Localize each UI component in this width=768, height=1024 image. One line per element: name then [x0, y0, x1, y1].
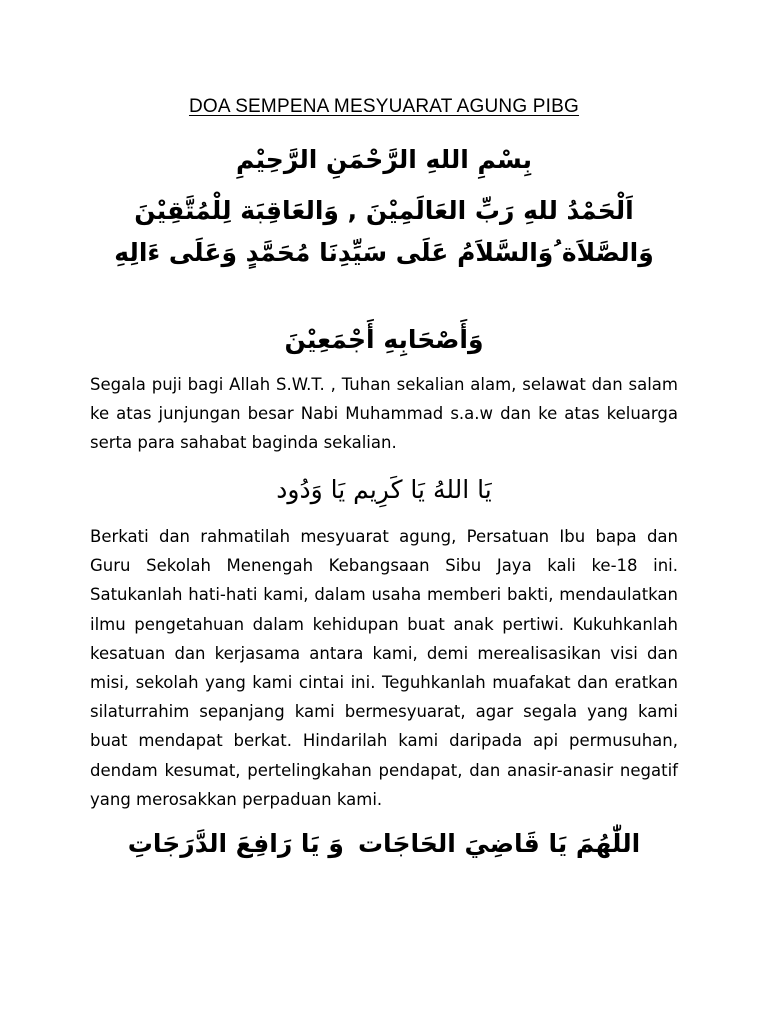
arabic-hamd: اَلْحَمْدُ للهِ رَبِّ العَالَمِيْنَ , وَالعَاقِبَة لِلْمُتَّقِيْنَ وَالصَّلاَة ُوَالسَّلاَمُ عَلَى سَيِّدِنَا مُحَمَّدٍ وَعَلَى ءَالِهِ	[114, 196, 654, 267]
arabic-ya-allah: يَا اللهُ يَا كَرِيم يَا وَدُود	[276, 475, 492, 504]
arabic-ashab: وَأَصْحَابِهِ أَجْمَعِيْنَ	[284, 325, 484, 354]
arabic-basmalah: بِسْمِ اللهِ الرَّحْمَنِ الرَّحِيْمِ	[236, 145, 532, 174]
arabic-allahumma-part1: اللّٰهُمَ يَا قَاضِيَ الحَاجَات	[357, 829, 641, 858]
arabic-allahumma	[70, 822, 698, 866]
arabic-allahumma-part2: وَ يَا رَافِعَ الدَّرَجَاتِ	[127, 829, 344, 858]
document-title: DOA SEMPENA MESYUARAT AGUNG PIBG	[188, 96, 580, 117]
malay-paragraph-prayer: Berkati dan rahmatilah mesyuarat agung, Persatuan Ibu bapa dan Guru Sekolah Menengah Kebangsaan Sibu Jaya kali ke-18 ini. Satukanlah hati-hati kami, dalam usaha memberi bakti, mendaulatkan ilmu pengetahuan dalam kehidupan buat anak pertiwi. Kukuhkanlah kesatuan dan kerjasama antara kami, demi merealisasikan visi dan misi, sekolah yang kami cintai ini. Teguhkanlah muafakat dan eratkan silaturrahim sepanjang kami bermesyuarat, agar segala yang kami buat mendapat berkat. Hindarilah kami daripada api permusuhan, dendam kesumat, pertelingkahan pendapat, dan anasir-anasir negatif yang merosakkan perpaduan kami.	[90, 527, 678, 809]
malay-paragraph-praise: Segala puji bagi Allah S.W.T. , Tuhan sekalian alam, selawat dan salam ke atas junjungan besar Nabi Muhammad s.a.w dan ke atas keluarga serta para sahabat baginda sekalian.	[90, 375, 678, 453]
